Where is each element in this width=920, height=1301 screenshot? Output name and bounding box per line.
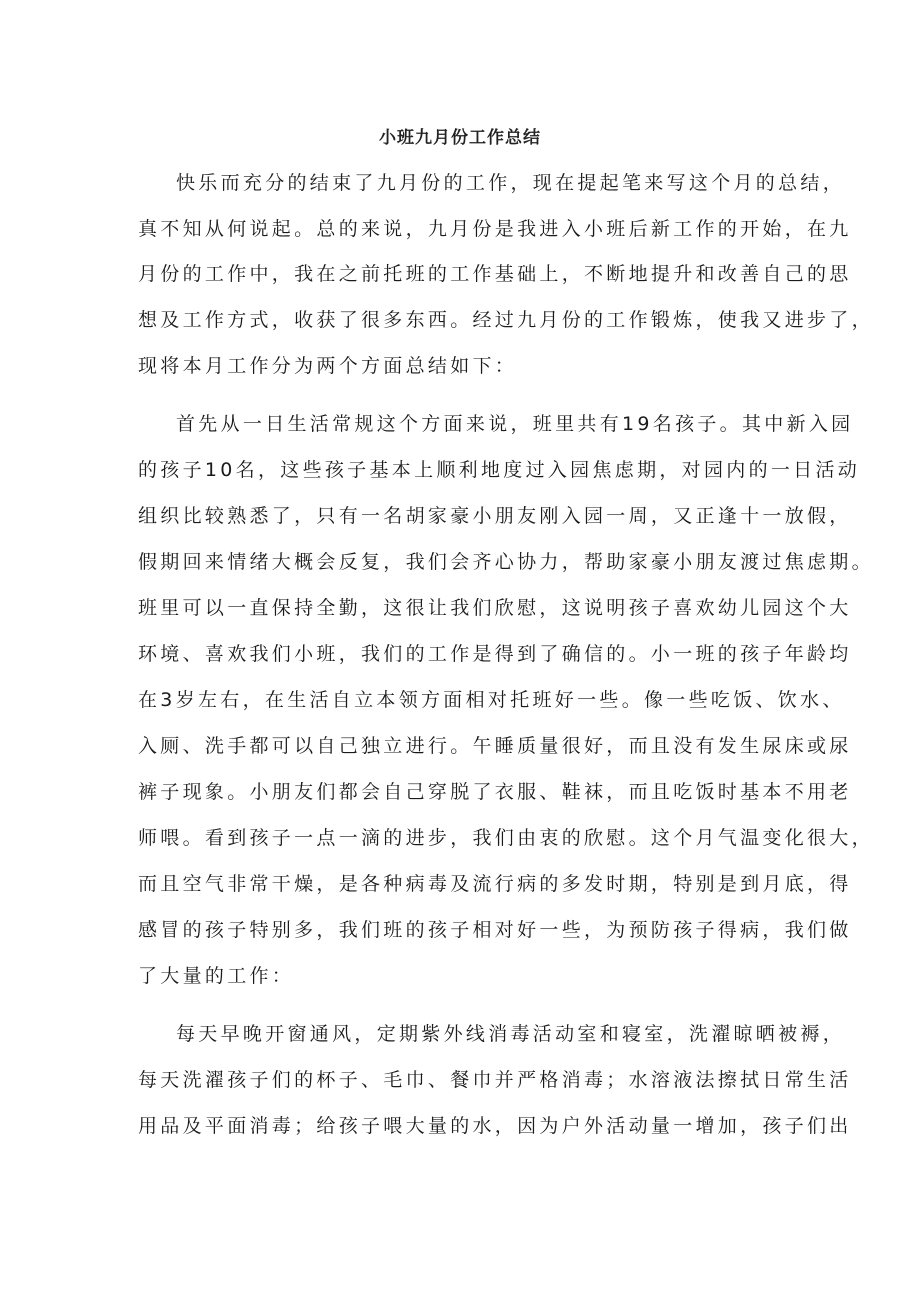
- document-title: 小班九月份工作总结: [379, 128, 541, 148]
- text-line: 在3岁左右，在生活自立本领方面相对托班好一些。像一些吃饭、饮水、: [138, 689, 845, 711]
- text-line: 裤子现象。小朋友们都会自己穿脱了衣服、鞋袜，而且吃饭时基本不用老: [138, 781, 852, 803]
- text-line: 环境、喜欢我们小班，我们的工作是得到了确信的。小一班的孩子年龄均: [138, 643, 852, 665]
- text-line: 想及工作方式，收获了很多东西。经过九月份的工作锻炼，使我又进步了，: [138, 309, 874, 331]
- text-line: 组织比较熟悉了，只有一名胡家豪小朋友刚入园一周，又正逢十一放假，: [138, 505, 852, 527]
- text-line: 而且空气非常干燥，是各种病毒及流行病的多发时期，特别是到月底，得: [138, 873, 852, 895]
- text-line: 每天洗濯孩子们的杯子、毛巾、餐巾并严格消毒；水溶液法擦拭日常生活: [138, 1069, 852, 1091]
- text-line: 的孩子10名，这些孩子基本上顺利地度过入园焦虑期，对园内的一日活动: [138, 459, 861, 481]
- text-line: 真不知从何说起。总的来说，九月份是我进入小班后新工作的开始，在九: [138, 218, 852, 240]
- text-line: 每天早晚开窗通风，定期紫外线消毒活动室和寝室，洗濯晾晒被褥，: [176, 1023, 846, 1045]
- text-line: 月份的工作中，我在之前托班的工作基础上，不断地提升和改善自己的思: [138, 263, 852, 285]
- text-line: 快乐而充分的结束了九月份的工作，现在提起笔来写这个月的总结，: [176, 172, 846, 194]
- text-line: 了大量的工作：: [138, 965, 295, 987]
- text-line: 首先从一日生活常规这个方面来说，班里共有19名孩子。其中新入园: [176, 413, 854, 435]
- text-line: 现将本月工作分为两个方面总结如下：: [138, 355, 518, 377]
- text-line: 假期回来情绪大概会反复，我们会齐心协力，帮助家豪小朋友渡过焦虑期。: [138, 551, 874, 573]
- text-line: 入厕、洗手都可以自己独立进行。午睡质量很好，而且没有发生尿床或尿: [138, 735, 852, 757]
- text-line: 用品及平面消毒；给孩子喂大量的水，因为户外活动量一增加，孩子们出: [138, 1115, 852, 1137]
- text-line: 感冒的孩子特别多，我们班的孩子相对好一些，为预防孩子得病，我们做: [138, 919, 852, 941]
- text-line: 师喂。看到孩子一点一滴的进步，我们由衷的欣慰。这个月气温变化很大，: [138, 827, 874, 849]
- text-line: 班里可以一直保持全勤，这很让我们欣慰，这说明孩子喜欢幼儿园这个大: [138, 597, 852, 619]
